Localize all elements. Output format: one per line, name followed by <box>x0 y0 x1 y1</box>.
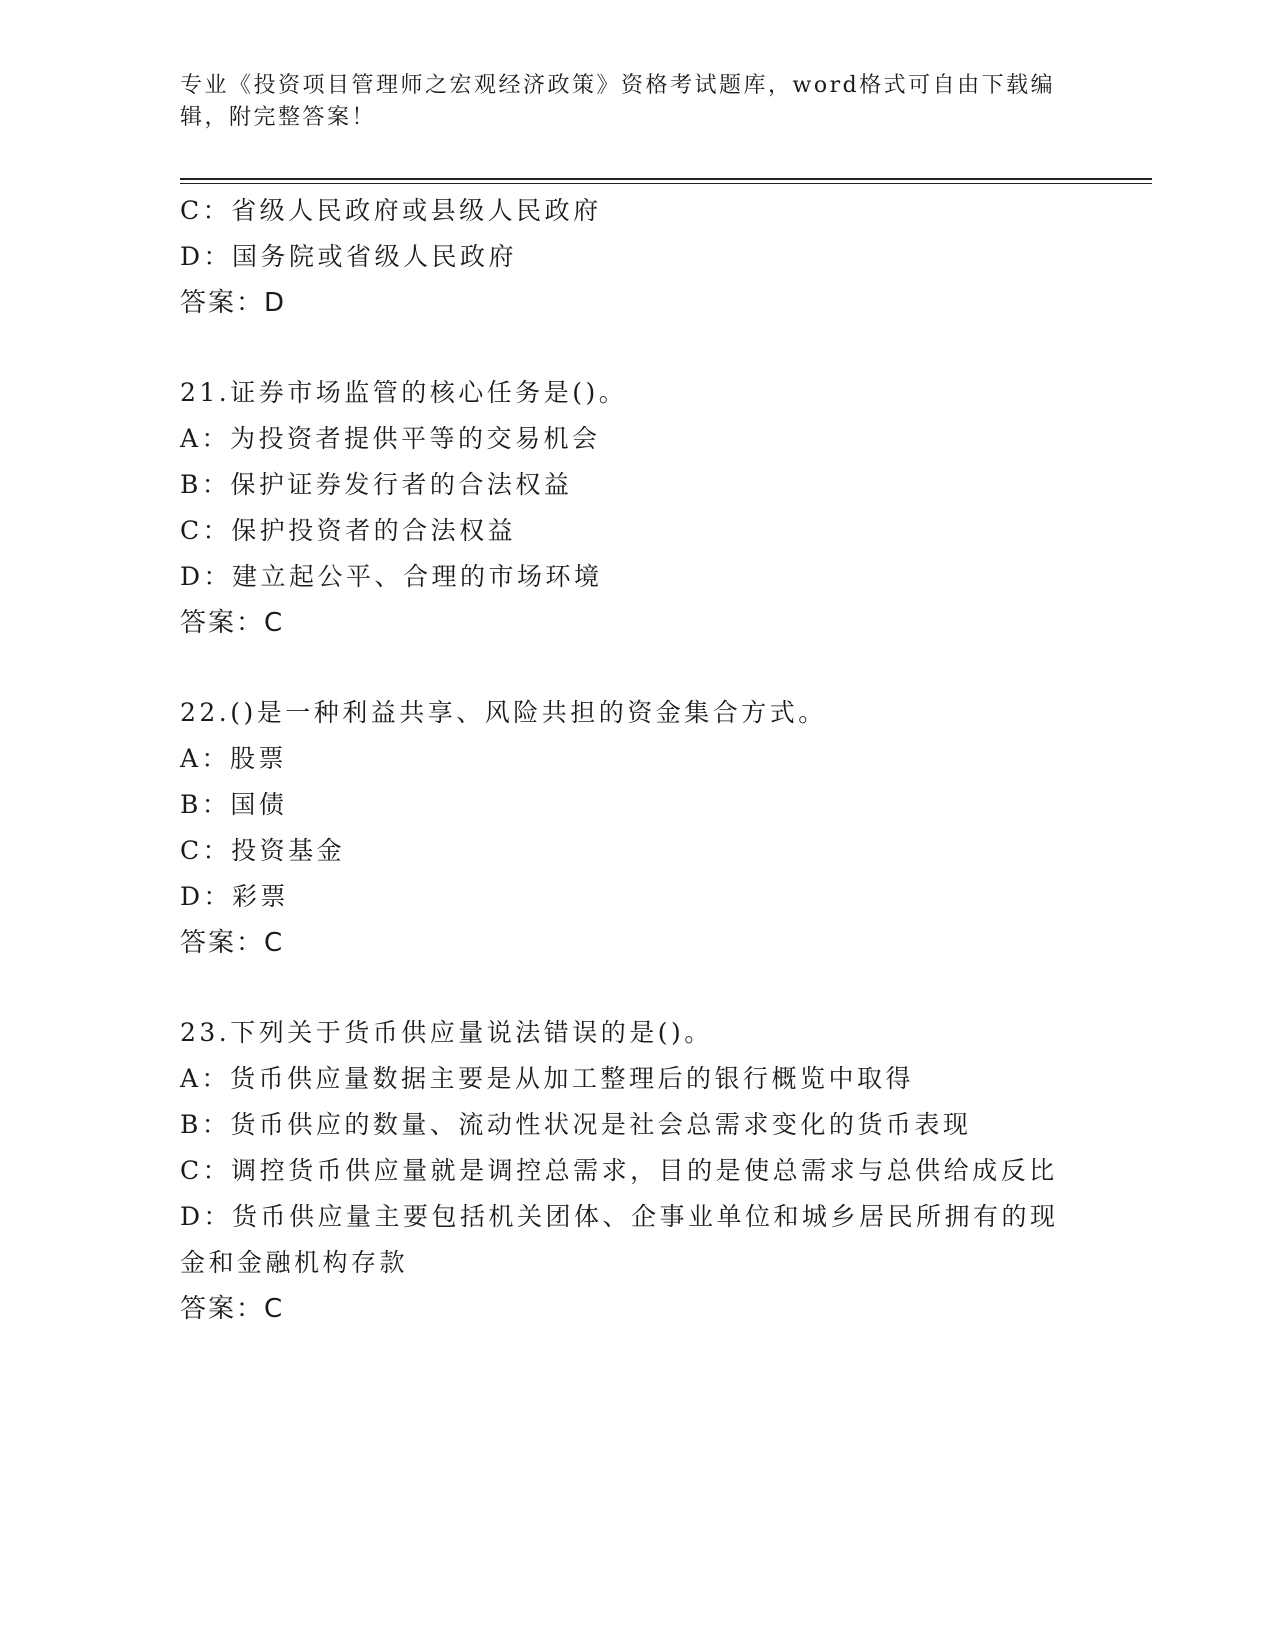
document-header <box>180 70 1060 134</box>
option-d: D：货币供应量主要包括机关团体、企事业单位和城乡居民所拥有的现 <box>180 1202 1059 1231</box>
option-d-continuation: 金和金融机构存款 <box>180 1248 409 1277</box>
question-list <box>180 188 1080 1376</box>
option-c: C：省级人民政府或县级人民政府 <box>180 196 602 225</box>
option-a: A：股票 <box>180 744 288 773</box>
previous-question-tail <box>180 188 1080 326</box>
question-stem: 21.证券市场监管的核心任务是()。 <box>180 378 628 407</box>
answer-line: 答案：C <box>180 928 285 958</box>
option-a: A：为投资者提供平等的交易机会 <box>180 424 601 453</box>
answer-line: 答案：C <box>180 1294 285 1324</box>
option-b: B：货币供应的数量、流动性状况是社会总需求变化的货币表现 <box>180 1110 972 1139</box>
answer-line: 答案：C <box>180 608 285 638</box>
answer-line: 答案：D <box>180 288 287 318</box>
option-a: A：货币供应量数据主要是从加工整理后的银行概览中取得 <box>180 1064 915 1093</box>
option-d: D：彩票 <box>180 882 290 911</box>
header-line-1: 专业《投资项目管理师之宏观经济政策》资格考试题库，word格式可自由下载编 <box>180 73 1056 98</box>
option-d: D：国务院或省级人民政府 <box>180 242 518 271</box>
question-stem: 23.下列关于货币供应量说法错误的是()。 <box>180 1018 713 1047</box>
option-c: C：投资基金 <box>180 836 346 865</box>
question-21 <box>180 370 1080 646</box>
question-23 <box>180 1010 1080 1332</box>
option-b: B：保护证券发行者的合法权益 <box>180 470 573 499</box>
option-d: D：建立起公平、合理的市场环境 <box>180 562 603 591</box>
header-rule-thick <box>180 178 1152 180</box>
header-rule-thin <box>180 183 1152 184</box>
option-c: C：调控货币供应量就是调控总需求，目的是使总需求与总供给成反比 <box>180 1156 1058 1185</box>
header-line-2: 辑，附完整答案！ <box>180 105 377 130</box>
option-c: C：保护投资者的合法权益 <box>180 516 517 545</box>
question-stem: 22.()是一种利益共享、风险共担的资金集合方式。 <box>180 698 827 727</box>
question-22 <box>180 690 1080 966</box>
option-b: B：国债 <box>180 790 288 819</box>
